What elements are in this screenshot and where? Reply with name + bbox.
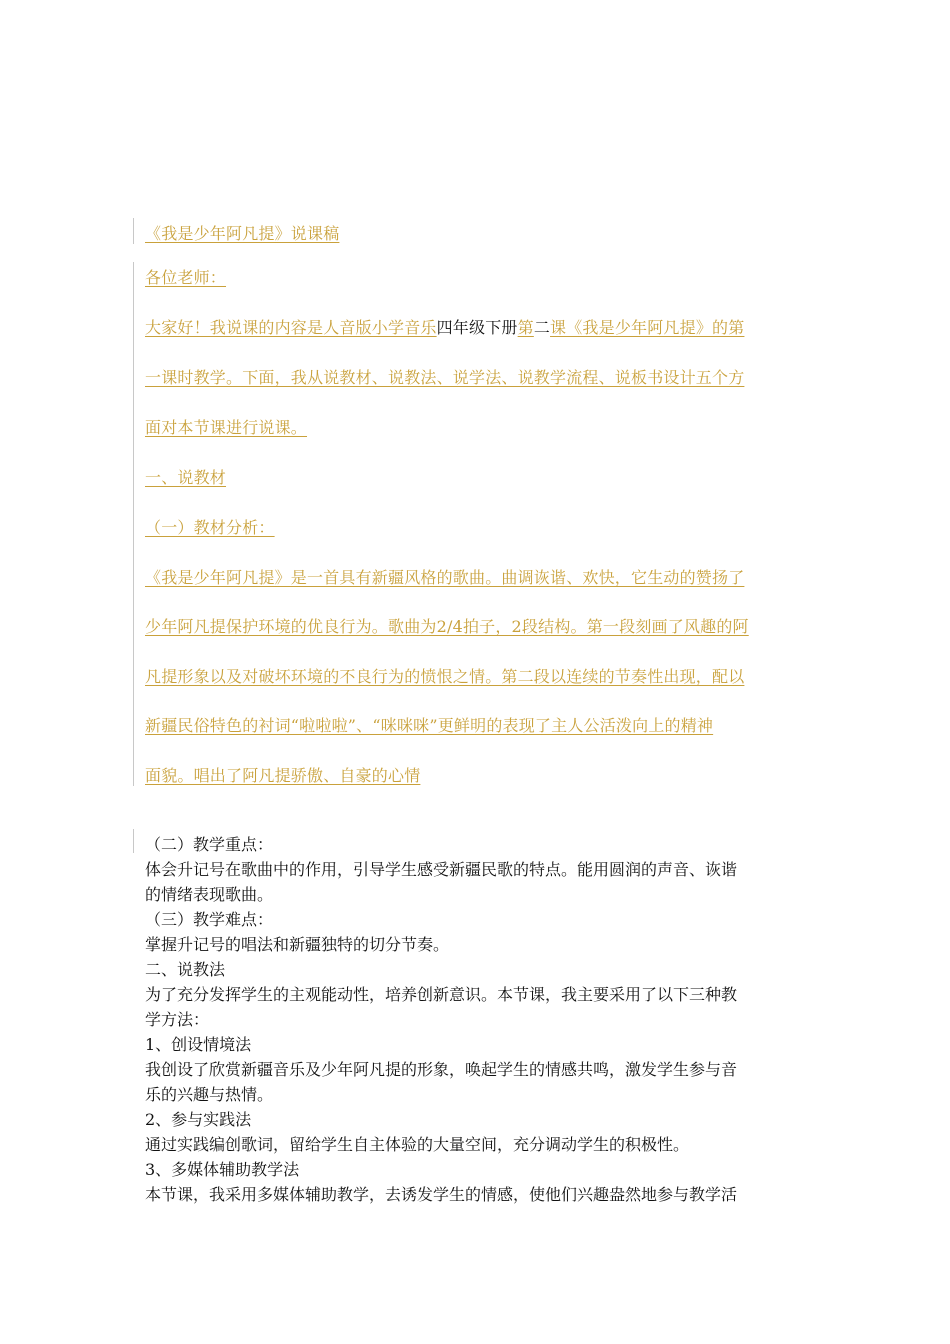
method-2-heading: 2、参与实践法 (145, 1110, 252, 1129)
document-title: 《我是少年阿凡提》说课稿 (145, 224, 340, 243)
greeting: 各位老师： (145, 268, 227, 287)
margin-bar-upper (133, 262, 134, 786)
intro-text-c: 第 (517, 318, 534, 337)
methods-intro-line-2: 学方法： (145, 1010, 210, 1029)
section-heading-1: 一、说教材 (145, 468, 227, 487)
intro-line-2: 一课时教学。下面，我从说教材、说教法、说学法、说教学流程、说板书设计五个方 (145, 368, 745, 387)
intro-text-e: 课《我是少年阿凡提》的第 (550, 318, 745, 337)
intro-line-3: 面对本节课进行说课。 (145, 418, 308, 437)
key-points-line-2: 的情绪表现歌曲。 (145, 885, 274, 904)
intro-text-a: 大家好！我说课的内容是人音版小学音乐 (145, 318, 437, 337)
method-3-heading: 3、多媒体辅助教学法 (145, 1160, 300, 1179)
method-3-line: 本节课，我采用多媒体辅助教学，去诱发学生的情感，使他们兴趣盎然地参与教学活 (145, 1185, 738, 1204)
method-1-line-1: 我创设了欣赏新疆音乐及少年阿凡提的形象，唤起学生的情感共鸣，激发学生参与音 (145, 1060, 738, 1079)
subheading-analysis: （一）教材分析： (145, 518, 275, 537)
margin-bar-lower (133, 829, 134, 853)
difficulties-line: 掌握升记号的唱法和新疆独特的切分节奏。 (145, 935, 450, 954)
analysis-line-2: 少年阿凡提保护环境的优良行为。歌曲为2/4拍子，2段结构。第一段刻画了风趣的阿 (145, 617, 749, 636)
subheading-difficulties: （三）教学难点： (145, 910, 274, 929)
intro-text-b: 四年级下册 (436, 318, 518, 337)
analysis-line-3: 凡提形象以及对破坏环境的不良行为的愤恨之情。第二段以连续的节奏性出现，配以 (145, 667, 745, 686)
method-1-line-2: 乐的兴趣与热情。 (145, 1085, 274, 1104)
margin-bar-title (133, 218, 134, 244)
section-heading-2: 二、说教法 (145, 960, 226, 979)
method-1-heading: 1、创设情境法 (145, 1035, 252, 1054)
key-points-line-1: 体会升记号在歌曲中的作用，引导学生感受新疆民歌的特点。能用圆润的声音、诙谐 (145, 860, 738, 879)
analysis-line-5: 面貌。唱出了阿凡提骄傲、自豪的心情 (145, 766, 421, 785)
method-2-line: 通过实践编创歌词，留给学生自主体验的大量空间，充分调动学生的积极性。 (145, 1135, 690, 1154)
analysis-line-4: 新疆民俗特色的衬词“啦啦啦”、“咪咪咪”更鲜明的表现了主人公活泼向上的精神 (145, 716, 714, 735)
intro-text-d: 二 (533, 318, 551, 337)
methods-intro-line-1: 为了充分发挥学生的主观能动性，培养创新意识。本节课，我主要采用了以下三种教 (145, 985, 738, 1004)
analysis-line-1: 《我是少年阿凡提》是一首具有新疆风格的歌曲。曲调诙谐、欢快，它生动的赞扬了 (145, 568, 745, 587)
intro-line-1 (145, 318, 744, 338)
subheading-key-points: （二）教学重点： (145, 835, 274, 854)
